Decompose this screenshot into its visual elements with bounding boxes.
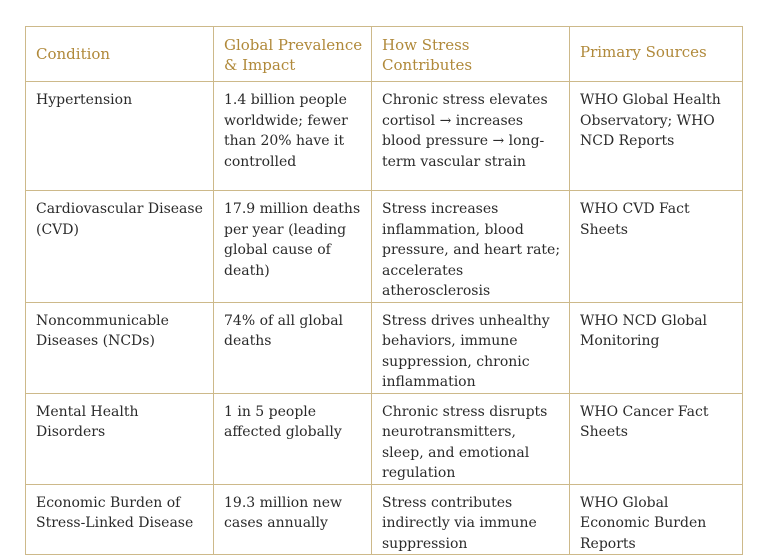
table-row — [26, 82, 743, 191]
stress-conditions-table — [25, 26, 743, 555]
stress-conditions-table-container — [25, 26, 742, 552]
condition-cell: Economic Burden of Stress-Linked Disease — [26, 484, 214, 555]
table-row — [26, 191, 743, 303]
table-row — [26, 302, 743, 393]
header-prevalence: Global Prevalence & Impact — [214, 27, 372, 82]
sources-cell: WHO CVD Fact Sheets — [570, 191, 743, 303]
stress-cell: Stress drives unhealthy behaviors, immune suppression, chronic inflammation — [372, 302, 570, 393]
table-row — [26, 393, 743, 484]
sources-cell: WHO NCD Global Monitoring — [570, 302, 743, 393]
stress-cell: Chronic stress elevates cortisol → increases blood pressure → long-term vascular strain — [372, 82, 570, 191]
stress-cell: Stress contributes indirectly via immune suppression — [372, 484, 570, 555]
table-body — [26, 82, 743, 555]
header-stress-contribution: How Stress Contributes — [372, 27, 570, 82]
prevalence-cell: 1 in 5 people affected globally — [214, 393, 372, 484]
header-row — [26, 27, 743, 82]
sources-cell: WHO Cancer Fact Sheets — [570, 393, 743, 484]
header-primary-sources: Primary Sources — [570, 27, 743, 82]
prevalence-cell: 1.4 billion people worldwide; fewer than 20% have it controlled — [214, 82, 372, 191]
stress-cell: Stress increases inflammation, blood pressure, and heart rate; accelerates atherosclerosis — [372, 191, 570, 303]
stress-cell: Chronic stress disrupts neurotransmitters, sleep, and emotional regulation — [372, 393, 570, 484]
prevalence-cell: 17.9 million deaths per year (leading global cause of death) — [214, 191, 372, 303]
table-header — [26, 27, 743, 82]
table-row — [26, 484, 743, 555]
condition-cell: Mental Health Disorders — [26, 393, 214, 484]
sources-cell: WHO Global Economic Burden Reports — [570, 484, 743, 555]
prevalence-cell: 74% of all global deaths — [214, 302, 372, 393]
condition-cell: Cardiovascular Disease (CVD) — [26, 191, 214, 303]
condition-cell: Noncommunicable Diseases (NCDs) — [26, 302, 214, 393]
prevalence-cell: 19.3 million new cases annually — [214, 484, 372, 555]
condition-cell: Hypertension — [26, 82, 214, 191]
sources-cell: WHO Global Health Observatory; WHO NCD Reports — [570, 82, 743, 191]
header-condition: Condition — [26, 27, 214, 82]
